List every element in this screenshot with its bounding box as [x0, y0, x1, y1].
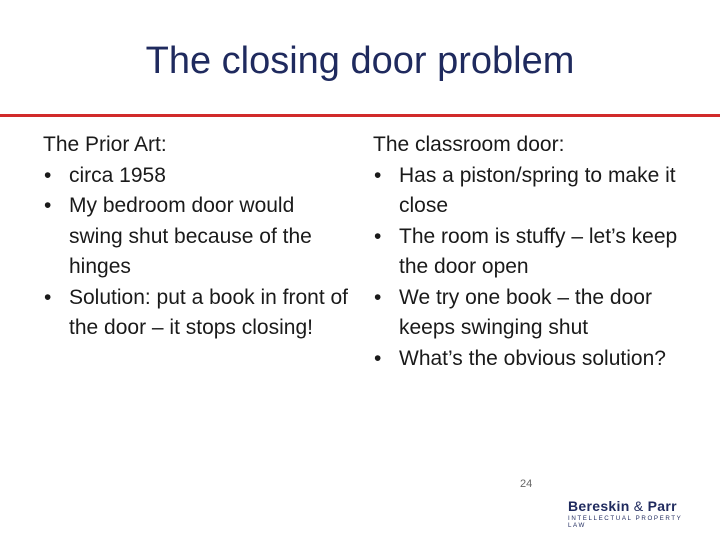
list-item	[43, 161, 353, 192]
list-item-text: Has a piston/spring to make it close	[399, 163, 676, 217]
logo-name-part2: Parr	[647, 498, 677, 514]
list-item-text: We try one book – the door keeps swinging shut	[399, 285, 652, 339]
prior-art-list	[43, 161, 353, 344]
classroom-column	[373, 130, 693, 374]
list-item	[373, 161, 693, 222]
firm-logo	[568, 498, 698, 529]
list-item	[373, 222, 693, 283]
list-item-text: Solution: put a book in front of the door – it stops closing!	[69, 285, 349, 339]
logo-name-part1: Bereskin	[568, 498, 630, 514]
bullet-icon: •	[374, 163, 382, 187]
list-item	[43, 283, 353, 344]
bullet-icon: •	[44, 194, 52, 217]
slide-title: The closing door problem	[145, 40, 575, 82]
classroom-heading: The classroom door:	[373, 133, 565, 156]
list-item-text: My bedroom door would swing shut because of the hinges	[69, 194, 312, 278]
bullet-icon: •	[44, 163, 52, 187]
list-item-text: circa 1958	[69, 163, 166, 187]
list-item	[373, 283, 693, 344]
bullet-icon: •	[374, 285, 382, 309]
list-item	[43, 191, 353, 283]
logo-name	[568, 498, 698, 514]
prior-art-column	[43, 130, 353, 344]
page-number: 24	[520, 478, 533, 490]
logo-ampersand: &	[633, 498, 644, 514]
classroom-list	[373, 161, 693, 375]
list-item	[373, 344, 693, 375]
bullet-icon: •	[374, 224, 382, 248]
prior-art-heading: The Prior Art:	[43, 133, 167, 156]
bullet-icon: •	[374, 346, 382, 370]
list-item-text: The room is stuffy – let’s keep the door open	[399, 224, 678, 278]
bullet-icon: •	[44, 285, 52, 309]
list-item-text: What’s the obvious solution?	[399, 346, 666, 370]
logo-tagline: INTELLECTUAL PROPERTY LAW	[568, 515, 683, 529]
title-divider	[0, 114, 720, 117]
